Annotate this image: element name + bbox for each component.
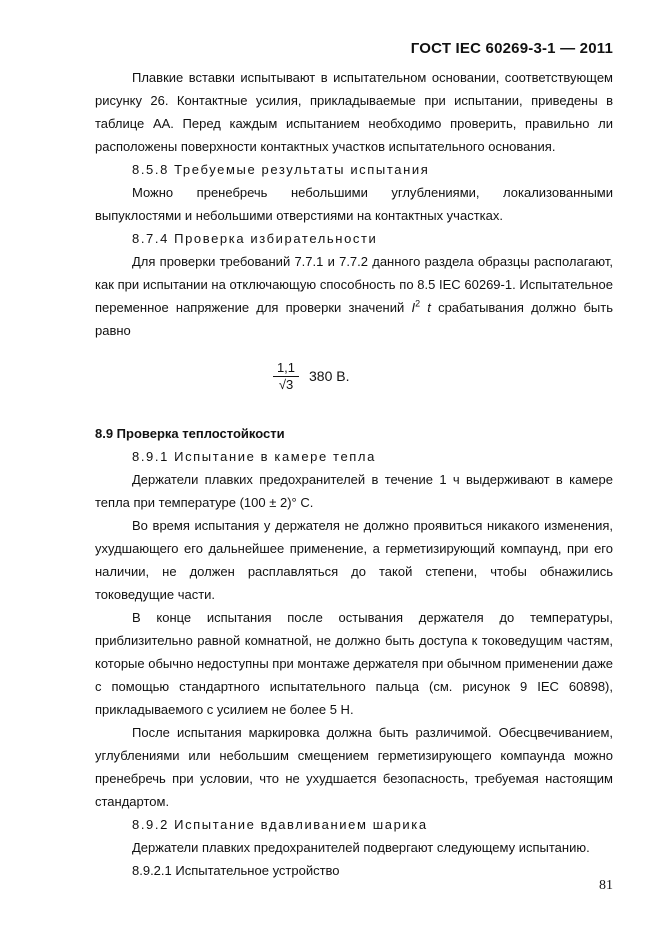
selectivity-text-b: срабатывания должно быть равно bbox=[95, 300, 613, 338]
var-t: t bbox=[427, 300, 431, 315]
heading-8-9-1-text: 8.9.1 Испытание в камере тепла bbox=[132, 449, 376, 464]
paragraph-ball-test: Держатели плавких предохранителей подвергают следующему испытанию. bbox=[132, 840, 590, 855]
formula-numerator: 1,1 bbox=[276, 359, 296, 375]
page-number: 81 bbox=[599, 878, 613, 893]
heading-8-9-2-1: 8.9.2.1 Испытательное устройство bbox=[132, 863, 340, 878]
heading-8-5-8 bbox=[95, 158, 613, 181]
var-i: I bbox=[411, 300, 416, 315]
paragraph-marking: После испытания маркировка должна быть различимой. Обесцвечиванием, углублениями или небольшим смещением герметизирующего компаунда можно пренебречь при условии, что не ухудшается безопасность, требуемая настоящим стандартом. bbox=[95, 725, 613, 809]
paragraph-required-results: Можно пренебречь небольшими углублениями, локализованными выпуклостями и небольшими отверстиями на контактных участках. bbox=[95, 185, 613, 223]
formula-value: 380 В. bbox=[309, 367, 350, 384]
page-body bbox=[95, 66, 613, 882]
paragraph-after-cooling: В конце испытания после остывания держателя до температуры, приблизительно равной комнатной, не должно быть доступа к токоведущим частям, которые обычно недоступны при монтаже держателя при обычном применении даже с помощью стандартного испытательного пальца (см. рисунок 9 IEC 60898), прикладываемого с усилием не более 5 Н. bbox=[95, 610, 613, 717]
heading-8-9-1 bbox=[95, 445, 613, 468]
heading-8-7-4 bbox=[95, 227, 613, 250]
voltage-formula bbox=[273, 352, 613, 400]
paragraph-selectivity bbox=[95, 250, 613, 342]
heading-8-9-2 bbox=[95, 813, 613, 836]
heading-8-9-2-text: 8.9.2 Испытание вдавливанием шарика bbox=[132, 817, 428, 832]
paragraph-during-test: Во время испытания у держателя не должно проявиться никакого изменения, ухудшающего его дальнейшее применение, а герметизирующий компаунд, при его наличии, не должен расплавляться до такой степени, чтобы обнажились токоведущие части. bbox=[95, 518, 613, 602]
formula-fraction bbox=[273, 360, 299, 393]
heading-8-5-8-text: 8.5.8 Требуемые результаты испытания bbox=[132, 162, 430, 177]
selectivity-text-a: Для проверки требований 7.7.1 и 7.7.2 данного раздела образцы располагают, как при испытании на отключающую способность по 8.5 IEC 60269-1. Испытательное переменное напряжение для проверки значений bbox=[95, 254, 613, 315]
heading-8-9: 8.9 Проверка теплостойкости bbox=[95, 426, 285, 441]
exponent: 2 bbox=[415, 298, 421, 309]
paragraph-heat-chamber: Держатели плавких предохранителей в течение 1 ч выдерживают в камере тепла при температуре (100 ± 2)° С. bbox=[95, 472, 613, 510]
formula-denominator: √3 bbox=[278, 376, 294, 392]
document-header: ГОСТ IEC 60269-3-1 — 2011 bbox=[410, 40, 613, 57]
section-gap bbox=[95, 400, 613, 422]
heading-8-7-4-text: 8.7.4 Проверка избирательности bbox=[132, 231, 378, 246]
paragraph-fuse-test-base: Плавкие вставки испытывают в испытательном основании, соответствующем рисунку 26. Контактные усилия, прикладываемые при испытании, приведены в таблице АА. Перед каждым испытанием необходимо проверить, правильно ли расположены поверхности контактных участков испытательного основания. bbox=[95, 70, 613, 154]
